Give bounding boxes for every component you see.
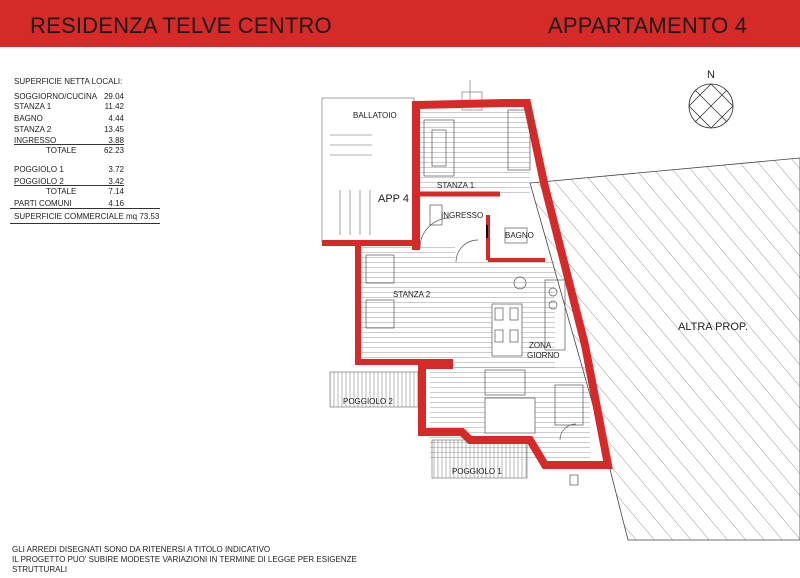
room-value: 3.88	[108, 136, 124, 145]
room-value: 13.45	[103, 125, 124, 134]
commercial-area: SUPERFICIE COMMERCIALE mq 73.53	[14, 212, 160, 221]
room-label: STANZA 2	[14, 125, 52, 134]
apartment-title: APPARTAMENTO 4	[548, 13, 748, 38]
building-title: RESIDENZA TELVE CENTRO	[30, 13, 332, 38]
room-value: 4.44	[108, 114, 124, 123]
balcony-label: POGGIOLO 1	[14, 165, 64, 174]
room-label: INGRESSO	[14, 136, 57, 145]
balcony-label: POGGIOLO 2	[14, 177, 64, 186]
stanza2-floor	[360, 245, 455, 360]
app-label: APP 4	[378, 193, 409, 205]
note-line: GLI ARREDI DISEGNATI SONO DA RITENERSI A TITOLO INDICATIVO	[12, 545, 271, 554]
bagno-label: BAGNO	[505, 231, 534, 240]
ballatoio-label: BALLATOIO	[353, 111, 397, 120]
giorno-label: GIORNO	[527, 351, 560, 360]
room-label: STANZA 1	[14, 102, 52, 111]
note-line: IL PROGETTO PUO' SUBIRE MODESTE VARIAZIONI IN TERMINE DI LEGGE PER ESIGENZE	[12, 555, 357, 564]
poggiolo1-label: POGGIOLO 1	[452, 467, 502, 476]
stanza1-label: STANZA 1	[437, 181, 475, 190]
poggiolo2-label: POGGIOLO 2	[343, 397, 393, 406]
stanza2-label: STANZA 2	[393, 290, 431, 299]
area-heading: SUPERFICIE NETTA LOCALI:	[14, 77, 123, 86]
footer-notes	[12, 545, 357, 575]
balconies-total-label: TOTALE	[46, 187, 77, 196]
zona-label: ZONA	[529, 341, 552, 350]
neighbor-property	[530, 158, 800, 540]
north-label: N	[707, 69, 715, 81]
room-label: SOGGIORNO/CUCINA	[14, 92, 98, 101]
balcony-value: 3.72	[108, 165, 124, 174]
common-value: 4.16	[108, 199, 124, 208]
balcony-value: 3.42	[108, 177, 124, 186]
balconies-total-value: 7.14	[108, 187, 124, 196]
room-value: 11.42	[104, 102, 124, 111]
rooms-total-label: TOTALE	[46, 146, 77, 155]
note-line: STRUTTURALI	[12, 565, 68, 574]
altra-prop-label: ALTRA PROP.	[678, 321, 748, 333]
room-label: BAGNO	[14, 114, 43, 123]
rooms-total-value: 62.23	[103, 146, 124, 155]
common-label: PARTI COMUNI	[14, 199, 72, 208]
north-arrow	[689, 84, 733, 128]
ingresso-label: INGRESSO	[441, 211, 484, 220]
room-value: 29.04	[103, 92, 124, 101]
